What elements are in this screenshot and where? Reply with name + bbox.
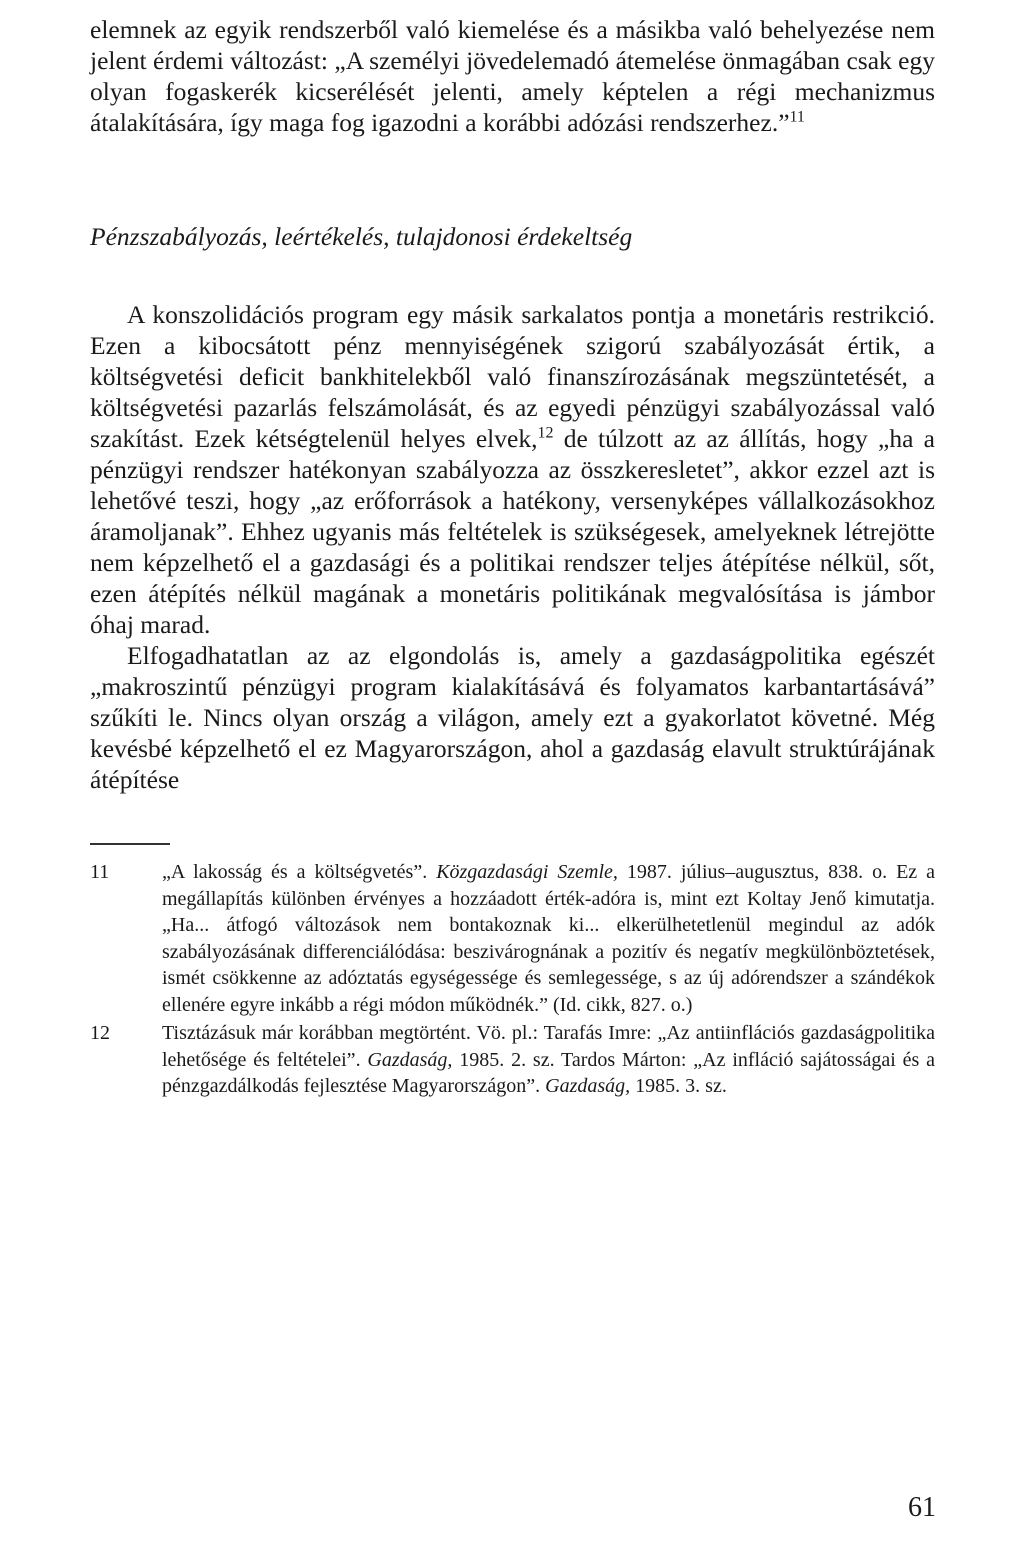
book-page	[90, 14, 935, 1100]
footnote-text-part: 1985. 2. sz. Tardos Márton: „Az infláció sajátosságai és a pénzgazdálkodás fejlesztése Magyarországon”.	[162, 1048, 935, 1097]
footnote-source-title: Közgazdasági Szemle,	[436, 861, 618, 883]
body-paragraph-2	[90, 299, 935, 640]
footnote-divider	[90, 843, 170, 845]
footnote-text	[162, 1020, 935, 1100]
footnote-source-title: Gazdaság,	[545, 1075, 631, 1097]
body-paragraph-1	[90, 14, 935, 138]
footnote-text-part: 1985. 3. sz.	[630, 1075, 727, 1097]
paragraph-text: A konszolidációs program egy másik sarkalatos pontja a monetáris restrikció. Ezen a kibocsátott pénz mennyiségének szigorú szabályozását értik, a költségvetési deficit bankhitelekből való finanszírozásának megszüntetését, a költségvetési pazarlás felszámolását, és az egyedi pénzügyi szabályozással való szakítást. Ezek kétségtelenül helyes elvek,	[90, 300, 935, 453]
footnote-11	[90, 859, 935, 1018]
paragraph-text: de túlzott az az állítás, hogy „ha a pénzügyi rendszer hatékonyan szabályozza az összkeresletet”, akkor ezzel azt is lehetővé teszi, hogy „az erőforrások a hatékony, versenyképes vállalkozásokhoz áramoljanak”. Ehhez ugyanis más feltételek is szükségesek, amelyeknek létrejötte nem képzelhető el a gazdasági és a politikai rendszer teljes átépítése nélkül, sőt, ezen átépítés nélkül magának a monetáris politikának megvalósítása is jámbor óhaj marad.	[90, 424, 935, 639]
page-number: 61	[908, 1492, 936, 1523]
footnote-ref-11[interactable]: 11	[789, 108, 805, 126]
footnote-text	[162, 859, 935, 1018]
footnote-text-part: „A lakosság és a költségvetés”.	[162, 861, 437, 883]
footnote-number: 12	[90, 1022, 110, 1044]
footnote-text-part: Tisztázásuk már korábban megtörtént. Vö. pl.: Tarafás Imre: „Az antiinflációs gazdaságpolitika lehetősége és feltételei”.	[162, 1022, 935, 1071]
footnote-number: 11	[90, 861, 110, 883]
body-paragraph-3: Elfogadhatatlan az az elgondolás is, amely a gazdaságpolitika egészét „makroszintű pénzügyi program kialakításává és folyamatos karbantartásává” szűkíti le. Nincs olyan ország a világon, amely ezt a gyakorlatot követné. Még kevésbé képzelhető el ez Magyarországon, ahol a gazdaság elavult struktúrájának átépítése	[90, 641, 935, 794]
footnote-source-title: Gazdaság,	[367, 1048, 453, 1071]
footnote-text-part: 1987. július–augusztus, 838. o. Ez a megállapítás különben érvényes a hozzáadott érték-adóra is, mint ezt Koltay Jenő kimutatja. „Ha... átfogó változások nem bontakoznak ki... elkerülhetetlenül megindul az adók szabályozásának differenciálódása: beszivárognának a pozitív és negatív megkülönböztetések, ismét csökkenne az adóztatás egységessége és semlegessége, s az új adórendszer a szándékok ellenére egyre inkább a régi módon működnék.” (Id. cikk, 827. o.)	[162, 861, 935, 1016]
footnote-12	[90, 1020, 935, 1100]
footnote-ref-12[interactable]: 12	[537, 424, 554, 442]
paragraph-text: elemnek az egyik rendszerből való kiemelése és a másikba való behelyezése nem jelent érdemi változást: „A személyi jövedelemadó átemelése önmagában csak egy olyan fogaskerék kicserélését jelenti, amely képtelen a régi mechanizmus átalakítására, így maga fog igazodni a korábbi adózási rendszerhez.”	[90, 15, 935, 137]
section-heading: Pénzszabályozás, leértékelés, tulajdonosi érdekeltség	[90, 222, 633, 251]
